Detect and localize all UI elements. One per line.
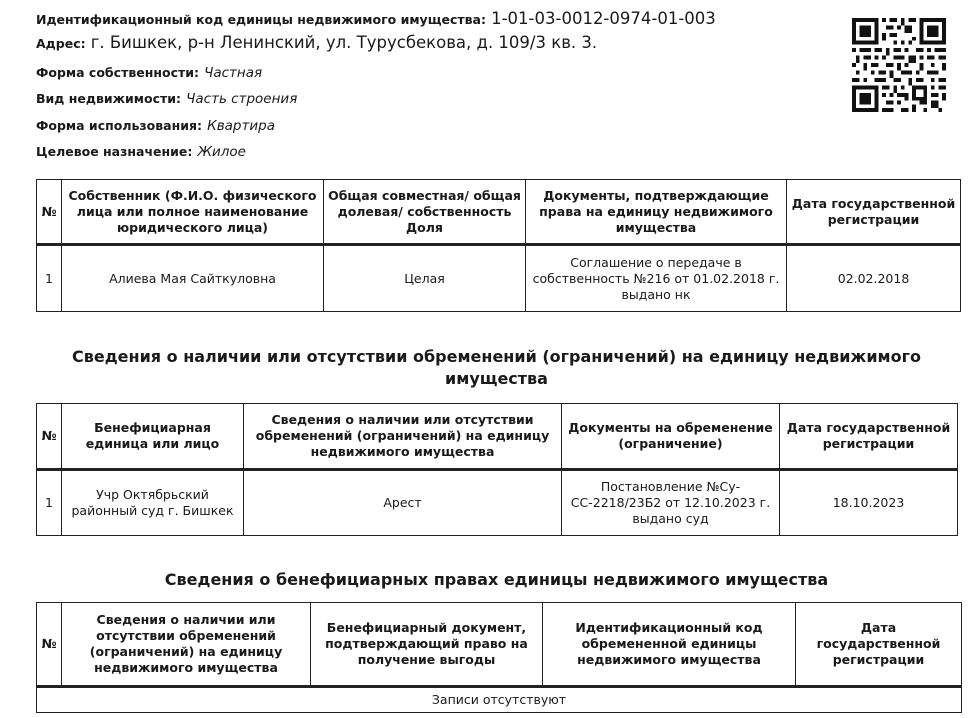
encumbrance-type: Арест [244,470,562,536]
col-number: № [37,603,62,687]
col-reg-date: Дата государственной регистрации [796,603,962,687]
qr-code-icon [852,18,946,112]
reg-date: 18.10.2023 [780,470,958,536]
col-reg-date: Дата государственной регистрации [780,404,958,470]
id-code-label: Идентификационный код единицы недвижимого имущества: [36,12,486,27]
col-beneficiary: Бенефициарная единица или лицо [62,404,244,470]
col-number: № [37,404,62,470]
table-row [37,687,962,713]
purpose-line [36,141,246,160]
purpose-value: Жилое [197,144,246,160]
col-encumbrance-docs: Документы на обременение (ограничение) [562,404,780,470]
ownership-value: Частная [204,65,263,81]
beneficiary-rights-title: Сведения о бенефициарных правах единицы недвижимого имущества [164,570,829,589]
beneficiary-header-row [37,603,962,687]
address-value: г. Бишкек, р-н Ленинский, ул. Турусбекова, д. 109/3 кв. 3. [90,33,598,52]
beneficiary-rights-table [36,602,962,713]
share: Целая [324,245,526,312]
address-line [36,33,597,52]
row-number: 1 [37,470,62,536]
col-encumbrance-info: Сведения о наличии или отсутствии обременений (ограничений) на единицу недвижимого имущества [62,603,311,687]
address-label: Адрес: [36,36,86,51]
property-type-value: Часть строения [186,91,298,107]
encumbrances-header-row [37,404,958,470]
col-encumbrance-info: Сведения о наличии или отсутствии обременений (ограничений) на единицу недвижимого имущества [244,404,562,470]
beneficiary: Учр Октябрьский районный суд г. Бишкек [62,470,244,536]
purpose-label: Целевое назначение: [36,144,193,159]
ownership-line [36,62,262,81]
owners-table [36,179,961,312]
property-type-label: Вид недвижимости: [36,91,182,106]
id-code-line [36,9,716,28]
reg-date: 02.02.2018 [787,245,961,312]
owners-header-row [37,180,961,245]
col-share: Общая совместная/ общая долевая/ собственность Доля [324,180,526,245]
col-reg-date: Дата государственной регистрации [787,180,961,245]
row-number: 1 [37,245,62,312]
col-id-code: Идентификационный код обремененной единицы недвижимого имущества [543,603,796,687]
usage-label: Форма использования: [36,118,203,133]
col-owner: Собственник (Ф.И.О. физического лица или полное наименование юридического лица) [62,180,324,245]
empty-records: Записи отсутствуют [37,687,962,713]
encumbrances-table [36,403,958,536]
col-documents: Документы, подтверждающие права на единицу недвижимого имущества [526,180,787,245]
usage-line [36,115,275,134]
encumbrances-title: Сведения о наличии или отсутствии обременений (ограничений) на единицу недвижимого имущества [72,347,921,388]
col-beneficiary-doc: Бенефициарный документ, подтверждающий право на получение выгоды [311,603,543,687]
document: Соглашение о передаче в собственность №216 от 01.02.2018 г. выдано нк [526,245,787,312]
table-row [37,245,961,312]
col-number: № [37,180,62,245]
property-type-line [36,88,297,107]
owner-name: Алиева Мая Сайткуловна [62,245,324,312]
table-row [37,470,958,536]
ownership-label: Форма собственности: [36,65,199,80]
id-code-value: 1-01-03-0012-0974-01-003 [491,9,716,28]
encumbrance-document: Постановление №Су-СС-2218/23Б2 от 12.10.2023 г. выдано суд [562,470,780,536]
usage-value: Квартира [207,118,275,134]
